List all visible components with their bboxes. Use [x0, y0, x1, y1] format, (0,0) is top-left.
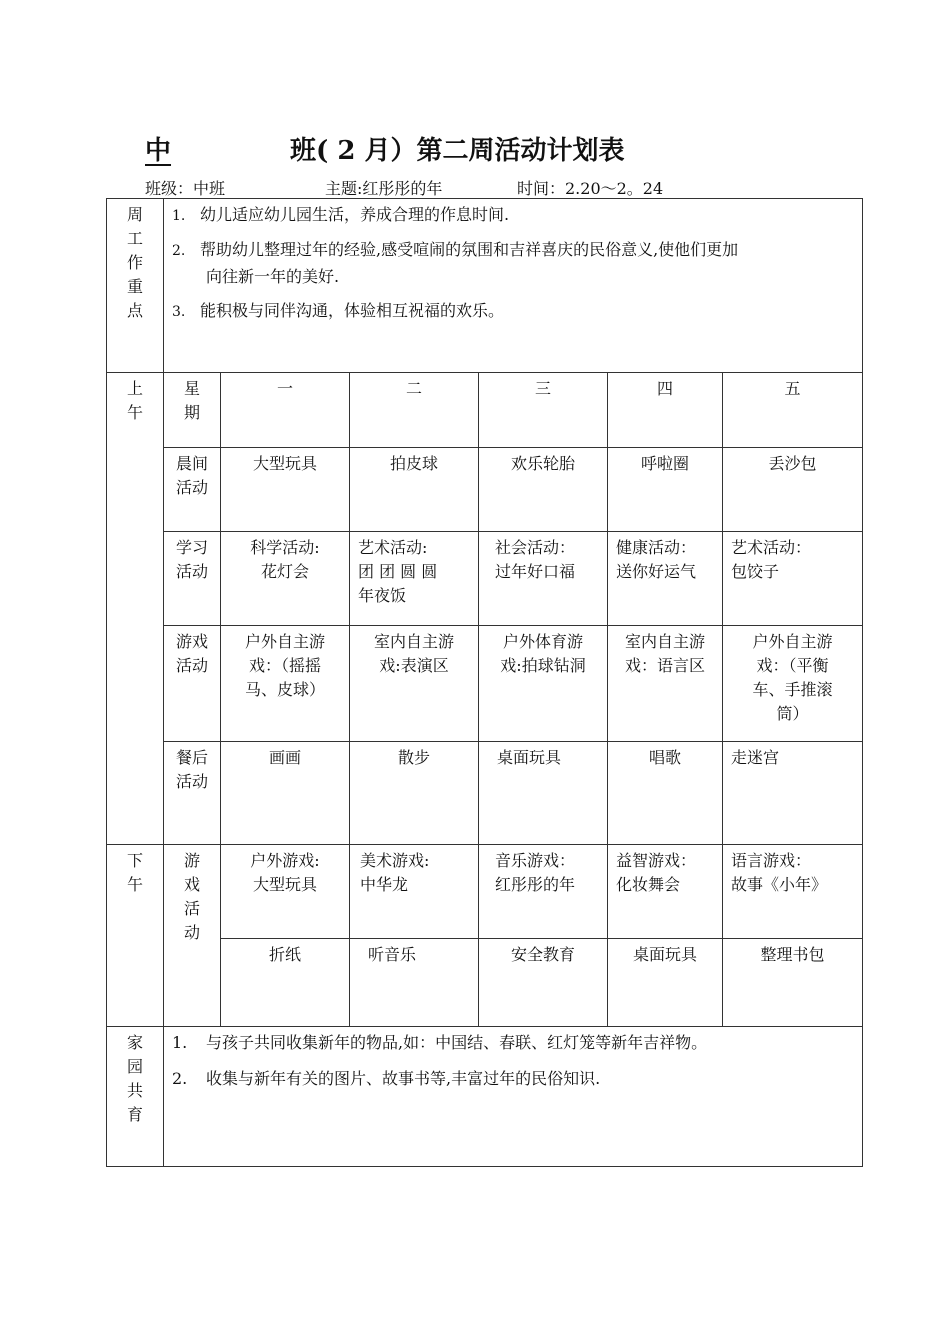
afternoon-row-1 [107, 845, 863, 939]
title-class: 中 [145, 136, 172, 166]
activity-cell: 科学活动: 花灯会 [221, 532, 350, 626]
activity-cell: 桌面玩具 [608, 939, 723, 1027]
page-title [0, 130, 950, 170]
focus-item: 2. 帮助幼儿整理过年的经验,感受喧闹的氛围和吉祥喜庆的民俗意义,使他们更加 [172, 240, 739, 259]
activity-cell: 安全教育 [479, 939, 608, 1027]
weekday-header-row [107, 373, 863, 448]
title-text: 班( 2 月）第二周活动计划表 [290, 136, 625, 166]
activity-cell: 呼啦圈 [608, 448, 723, 532]
day-3: 三 [479, 373, 608, 448]
activity-cell: 美术游戏: 中华龙 [350, 845, 479, 939]
learning-activity-row [107, 532, 863, 626]
activity-cell: 健康活动： 送你好运气 [608, 532, 723, 626]
activity-cell: 大型玩具 [221, 448, 350, 532]
activity-cell: 艺术活动: 团 团 圆 圆 年夜饭 [350, 532, 479, 626]
weekly-focus-row [107, 199, 863, 373]
activity-cell: 艺术活动： 包饺子 [723, 532, 863, 626]
afternoon-sub-label: 游 戏 活 动 [164, 845, 221, 1027]
home-row [107, 1027, 863, 1167]
row-label: 游戏 活动 [164, 626, 221, 742]
home-label: 家 园 共 育 [107, 1027, 164, 1167]
focus-item: 3. 能积极与同伴沟通，体验相互祝福的欢乐。 [172, 301, 505, 320]
activity-cell: 语言游戏： 故事《小年》 [723, 845, 863, 939]
activity-cell: 户外游戏: 大型玩具 [221, 845, 350, 939]
focus-item-continued: 向往新一年的美好. [206, 267, 340, 286]
morning-activity-row [107, 448, 863, 532]
row-label: 晨间 活动 [164, 448, 221, 532]
weekly-focus-content [164, 199, 863, 373]
meta-time: 时间：2.20～2。24 [517, 179, 664, 198]
activity-cell: 音乐游戏： 红彤彤的年 [479, 845, 608, 939]
weekday-header-label: 星 期 [164, 373, 221, 448]
morning-label: 上 午 [107, 373, 164, 845]
day-2: 二 [350, 373, 479, 448]
activity-cell: 散步 [350, 742, 479, 845]
activity-cell: 户外自主游 戏：（摇摇 马、皮球） [221, 626, 350, 742]
after-meal-row [107, 742, 863, 845]
day-5: 五 [723, 373, 863, 448]
activity-cell: 户外体育游 戏:拍球钻洞 [479, 626, 608, 742]
plan-table [106, 198, 863, 1167]
afternoon-label: 下 午 [107, 845, 164, 1027]
home-item: 1. 与孩子共同收集新年的物品,如：中国结、春联、红灯笼等新年吉祥物。 [172, 1033, 708, 1052]
row-label: 学习 活动 [164, 532, 221, 626]
meta-class: 班级：中班 [145, 179, 226, 198]
activity-cell: 听音乐 [350, 939, 479, 1027]
activity-cell: 整理书包 [723, 939, 863, 1027]
activity-cell: 桌面玩具 [479, 742, 608, 845]
weekly-focus-label: 周 工 作 重 点 [107, 199, 164, 373]
activity-cell: 走迷宫 [723, 742, 863, 845]
activity-cell: 室内自主游 戏:表演区 [350, 626, 479, 742]
activity-cell: 唱歌 [608, 742, 723, 845]
meta-theme: 主题:红彤彤的年 [325, 179, 443, 198]
afternoon-row-2 [107, 939, 863, 1027]
activity-cell: 欢乐轮胎 [479, 448, 608, 532]
activity-cell: 丢沙包 [723, 448, 863, 532]
focus-item: 1. 幼儿适应幼儿园生活，养成合理的作息时间. [172, 205, 510, 224]
activity-cell: 拍皮球 [350, 448, 479, 532]
activity-cell: 社会活动： 过年好口福 [479, 532, 608, 626]
activity-cell: 户外自主游 戏：（平衡 车、手推滚 筒） [723, 626, 863, 742]
row-label: 餐后 活动 [164, 742, 221, 845]
day-4: 四 [608, 373, 723, 448]
activity-cell: 益智游戏： 化妆舞会 [608, 845, 723, 939]
game-activity-row [107, 626, 863, 742]
day-1: 一 [221, 373, 350, 448]
activity-cell: 画画 [221, 742, 350, 845]
activity-cell: 折纸 [221, 939, 350, 1027]
activity-cell: 室内自主游 戏：语言区 [608, 626, 723, 742]
home-item: 2. 收集与新年有关的图片、故事书等,丰富过年的民俗知识. [172, 1069, 601, 1088]
home-content [164, 1027, 863, 1167]
